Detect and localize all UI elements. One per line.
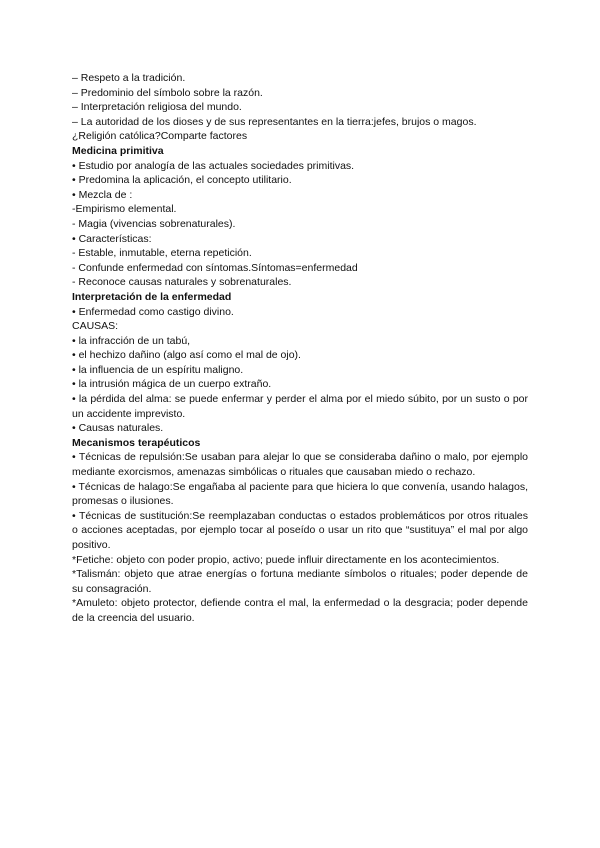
bullet-item: • la intrusión mágica de un cuerpo extraño.	[72, 378, 272, 391]
sub-item: - Confunde enfermedad con síntomas.Síntomas=enfermedad	[72, 261, 358, 274]
bullet-item: • la pérdida del alma: se puede enfermar y perder el alma por el miedo súbito, por un susto o por un accidente imprevisto.	[72, 393, 528, 420]
section-heading-mecanismos: Mecanismos terapéuticos	[72, 436, 201, 449]
document-page	[72, 71, 528, 626]
bullet-item: • la influencia de un espíritu maligno.	[72, 363, 244, 376]
sub-item: - Reconoce causas naturales y sobrenaturales.	[72, 276, 292, 289]
text-line: – La autoridad de los dioses y de sus representantes en la tierra:jefes, brujos o magos.	[72, 115, 477, 128]
text-line: ¿Religión católica?Comparte factores	[72, 130, 248, 143]
definition-item: *Talismán: objeto que atrae energías o fortuna mediante símbolos o rituales; poder depende de su consagración.	[72, 568, 528, 595]
sub-item: - Magia (vivencias sobrenaturales).	[72, 217, 236, 230]
definition-item: *Amuleto: objeto protector, defiende contra el mal, la enfermedad o la desgracia; poder depende de la creencia del usuario.	[72, 597, 528, 624]
bullet-item: • Técnicas de repulsión:Se usaban para alejar lo que se consideraba dañino o malo, por ejemplo mediante exorcismos, amenazas simbólicas o rituales que causaban miedo o rechazo.	[72, 451, 528, 479]
causes-label: CAUSAS:	[72, 320, 119, 333]
text-line: – Respeto a la tradición.	[72, 72, 186, 84]
bullet-item: • Características:	[72, 232, 152, 245]
text-line: – Predominio del símbolo sobre la razón.	[72, 86, 263, 99]
bullet-item: • el hechizo dañino (algo así como el mal de ojo).	[72, 349, 301, 362]
bullet-item: • Predomina la aplicación, el concepto utilitario.	[72, 174, 292, 187]
definition-item: *Fetiche: objeto con poder propio, activo; puede influir directamente en los acontecimientos.	[72, 553, 500, 566]
bullet-item: • Enfermedad como castigo divino.	[72, 305, 234, 318]
section-heading-medicina: Medicina primitiva	[72, 144, 164, 157]
bullet-item: • Estudio por analogía de las actuales sociedades primitivas.	[72, 159, 355, 172]
bullet-item: • Causas naturales.	[72, 422, 164, 435]
section-heading-interpretacion: Interpretación de la enfermedad	[72, 290, 232, 303]
bullet-item: • Técnicas de halago:Se engañaba al paciente para que hiciera lo que convenía, usando halagos, promesas o ilusiones.	[72, 480, 528, 508]
bullet-item: • Mezcla de :	[72, 188, 133, 201]
sub-item: -Empirismo elemental.	[72, 203, 177, 216]
bullet-item: • la infracción de un tabú,	[72, 334, 191, 347]
bullet-item: • Técnicas de sustitución:Se reemplazaban conductas o estados problemáticos por otros rituales o acciones aceptadas, por ejemplo tocar al poseído o usar un rito que “sustituya” el mal por algo positivo.	[72, 509, 528, 551]
sub-item: - Estable, inmutable, eterna repetición.	[72, 247, 252, 260]
text-line: – Interpretación religiosa del mundo.	[72, 101, 242, 114]
